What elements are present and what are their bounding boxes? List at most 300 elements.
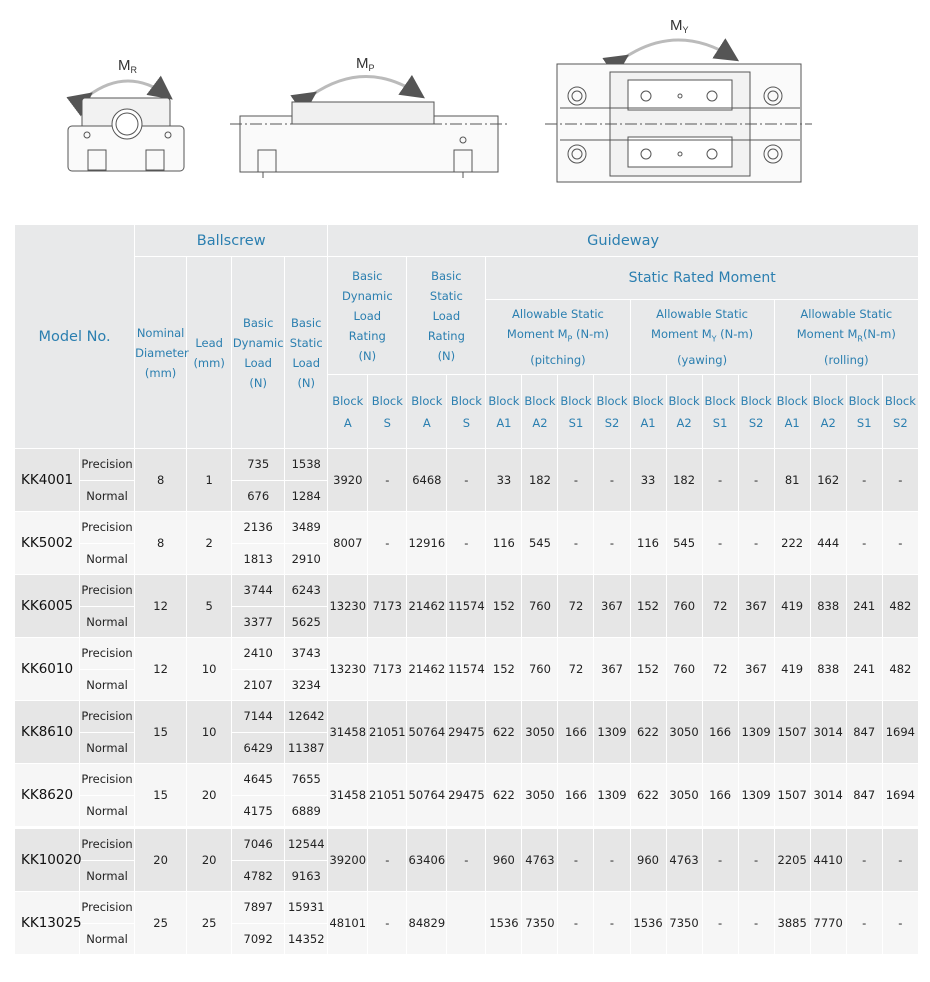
guideway-cell (447, 892, 486, 955)
header-block-col (702, 375, 738, 449)
mr-sub: R (857, 334, 863, 344)
guideway-cell: 1309 (594, 701, 630, 764)
guideway-cell: - (702, 512, 738, 575)
guideway-cell: - (882, 892, 918, 955)
guideway-cell: - (846, 829, 882, 892)
dynamic-load-cell: 7092 (232, 923, 285, 955)
header-line: (N) (249, 375, 267, 390)
guideway-cell: 622 (630, 764, 666, 827)
guideway-cell: - (594, 829, 630, 892)
guideway-cell: 3050 (666, 701, 702, 764)
header-block-col (882, 375, 918, 449)
diameter-cell: 20 (135, 829, 187, 892)
block-word: Block (632, 393, 664, 408)
guideway-cell: 7350 (666, 892, 702, 955)
table-row (15, 764, 919, 796)
moment-diagrams-svg (0, 0, 930, 215)
guideway-cell: 482 (882, 638, 918, 701)
block-word: Block (848, 393, 880, 408)
table-row (15, 892, 919, 924)
guideway-cell: - (846, 449, 882, 512)
guideway-cell: - (846, 892, 882, 955)
header-lead (187, 257, 232, 449)
guideway-cell: 419 (774, 638, 810, 701)
guideway-cell: - (846, 512, 882, 575)
guideway-cell: 3050 (666, 764, 702, 827)
guideway-cell: 81 (774, 449, 810, 512)
dynamic-load-cell: 6429 (232, 732, 285, 764)
header-line: (mm) (144, 365, 177, 380)
guideway-cell: - (447, 829, 486, 892)
grade-cell: Precision (80, 512, 135, 544)
block-word: Block (560, 393, 592, 408)
grade-cell: Precision (80, 449, 135, 481)
guideway-cell: 21462 (407, 638, 447, 701)
mr-line3: (rolling) (823, 352, 869, 367)
guideway-cell: 760 (522, 638, 558, 701)
header-line: Load (353, 308, 382, 323)
guideway-cell: 72 (558, 575, 594, 638)
guideway-cell: 63406 (407, 829, 447, 892)
rolling-moment-diagram (68, 81, 184, 171)
guideway-cell: 166 (702, 764, 738, 827)
guideway-cell: 838 (810, 638, 846, 701)
header-line: Basic (291, 315, 322, 330)
block-word: Block (524, 393, 556, 408)
block-word: Block (884, 393, 916, 408)
header-ballscrew: Ballscrew (135, 225, 328, 257)
header-block-col (558, 375, 594, 449)
dynamic-load-cell: 4175 (232, 795, 285, 827)
guideway-cell: 152 (630, 638, 666, 701)
block-code: S (462, 415, 471, 430)
guideway-cell: 72 (558, 638, 594, 701)
dynamic-load-cell: 1813 (232, 543, 285, 575)
guideway-cell: 1309 (738, 764, 774, 827)
guideway-cell: 367 (594, 575, 630, 638)
guideway-cell: 960 (630, 829, 666, 892)
block-code: A2 (532, 415, 548, 430)
header-line: Dynamic (341, 288, 393, 303)
header-line: Dynamic (232, 335, 284, 350)
model-cell: KK13025 (15, 892, 80, 955)
header-line: Basic (352, 268, 383, 283)
lead-cell: 20 (187, 764, 232, 827)
guideway-cell: 162 (810, 449, 846, 512)
yawing-moment-diagram (545, 40, 812, 182)
guideway-cell: 3050 (522, 701, 558, 764)
my-sub: Y (711, 334, 717, 344)
header-block-col (368, 375, 407, 449)
guideway-cell: 622 (630, 701, 666, 764)
guideway-cell: - (702, 892, 738, 955)
guideway-cell: 4410 (810, 829, 846, 892)
guideway-cell: 622 (486, 701, 522, 764)
lead-cell: 25 (187, 892, 232, 955)
guideway-cell: 29475 (447, 764, 486, 827)
dynamic-load-cell: 2410 (232, 638, 285, 670)
mr-label: $M_R$ (118, 57, 137, 75)
header-block-col (666, 375, 702, 449)
grade-cell: Normal (80, 732, 135, 764)
block-code: A2 (820, 415, 836, 430)
guideway-cell: 33 (486, 449, 522, 512)
static-load-cell: 12642 (285, 701, 328, 733)
guideway-cell: 72 (702, 638, 738, 701)
guideway-cell: 7350 (522, 892, 558, 955)
static-load-cell: 9163 (285, 860, 328, 892)
static-load-cell: 14352 (285, 923, 328, 955)
static-load-cell: 1284 (285, 480, 328, 512)
dynamic-load-cell: 4645 (232, 764, 285, 796)
block-code: S1 (712, 415, 728, 430)
guideway-cell: - (702, 829, 738, 892)
block-code: A (422, 415, 431, 430)
model-cell: KK8610 (15, 701, 80, 764)
guideway-cell: 7770 (810, 892, 846, 955)
diameter-cell: 15 (135, 701, 187, 764)
guideway-cell: 166 (558, 764, 594, 827)
guideway-cell: 152 (486, 575, 522, 638)
dynamic-load-cell: 3744 (232, 575, 285, 607)
block-code: S2 (748, 415, 764, 430)
dynamic-load-cell: 2136 (232, 512, 285, 544)
header-basic-dynamic-load-rating (328, 257, 407, 375)
guideway-cell: - (882, 512, 918, 575)
header-line: Load (432, 308, 461, 323)
guideway-cell: 182 (522, 449, 558, 512)
guideway-cell: 444 (810, 512, 846, 575)
grade-cell: Precision (80, 638, 135, 670)
guideway-cell: 3050 (522, 764, 558, 827)
grade-cell: Normal (80, 606, 135, 638)
guideway-cell: 4763 (666, 829, 702, 892)
grade-cell: Normal (80, 860, 135, 892)
guideway-cell: 116 (630, 512, 666, 575)
guideway-cell: 241 (846, 575, 882, 638)
static-load-cell: 3489 (285, 512, 328, 544)
header-block-col (594, 375, 630, 449)
guideway-cell: 50764 (407, 701, 447, 764)
guideway-cell: 3014 (810, 701, 846, 764)
guideway-cell: 222 (774, 512, 810, 575)
header-basic-static-load-rating (407, 257, 486, 375)
guideway-cell: 21462 (407, 575, 447, 638)
guideway-cell: - (738, 449, 774, 512)
block-code: S2 (893, 415, 908, 430)
dynamic-load-cell: 3377 (232, 606, 285, 638)
lead-cell: 5 (187, 575, 232, 638)
block-word: Block (812, 393, 844, 408)
specification-table (14, 224, 919, 955)
lead-cell: 1 (187, 449, 232, 512)
guideway-cell: - (447, 449, 486, 512)
guideway-cell: 847 (846, 764, 882, 827)
guideway-cell: - (558, 449, 594, 512)
header-moment-mp (486, 300, 630, 375)
header-block-col (846, 375, 882, 449)
guideway-cell: 152 (486, 638, 522, 701)
mp-label: $M_P$ (356, 55, 375, 73)
guideway-cell: 33 (630, 449, 666, 512)
my-label: $M_Y$ (670, 17, 689, 35)
table-row (15, 512, 919, 544)
guideway-cell: 545 (522, 512, 558, 575)
guideway-cell: 960 (486, 829, 522, 892)
guideway-cell: 13230 (328, 575, 368, 638)
table-row (15, 701, 919, 733)
static-load-cell: 6243 (285, 575, 328, 607)
guideway-cell: 1507 (774, 764, 810, 827)
static-load-cell: 11387 (285, 732, 328, 764)
table-row (15, 449, 919, 481)
guideway-cell: 1309 (594, 764, 630, 827)
header-line: Static (429, 288, 463, 303)
guideway-cell: - (558, 892, 594, 955)
block-code: A1 (784, 415, 800, 430)
block-word: Block (488, 393, 520, 408)
header-model-no: Model No. (15, 225, 135, 449)
guideway-cell: 1694 (882, 764, 918, 827)
model-cell: KK6005 (15, 575, 80, 638)
header-line: Load (244, 355, 272, 370)
static-load-cell: 1538 (285, 449, 328, 481)
header-line: Static (289, 335, 323, 350)
header-basic-dynamic-load (232, 257, 285, 449)
guideway-cell: 367 (738, 575, 774, 638)
block-code: A (343, 415, 352, 430)
guideway-cell: 13230 (328, 638, 368, 701)
mr-line1: Allowable Static (800, 307, 893, 322)
guideway-cell: 419 (774, 575, 810, 638)
header-line: (N) (297, 375, 316, 390)
my-line3: (yawing) (677, 352, 728, 367)
guideway-cell: 6468 (407, 449, 447, 512)
guideway-cell: - (368, 892, 407, 955)
block-word: Block (668, 393, 700, 408)
static-load-cell: 3743 (285, 638, 328, 670)
header-moment-my (630, 300, 774, 375)
my-line1: Allowable Static (656, 307, 748, 322)
guideway-cell: 21051 (368, 764, 407, 827)
mr-unit: (N-m) (862, 327, 896, 342)
guideway-cell: - (558, 512, 594, 575)
header-line: Diameter (135, 345, 189, 360)
mp-line2: Moment M (506, 327, 568, 342)
guideway-cell: - (368, 449, 407, 512)
header-line: Load (292, 355, 321, 370)
header-block-col (522, 375, 558, 449)
lead-cell: 10 (187, 638, 232, 701)
guideway-cell: 116 (486, 512, 522, 575)
guideway-cell: - (702, 449, 738, 512)
guideway-cell: 241 (846, 638, 882, 701)
mr-line2: Moment M (796, 327, 858, 342)
header-line: (N) (358, 348, 377, 363)
header-block-col (738, 375, 774, 449)
block-word: Block (411, 393, 443, 408)
my-unit: (N-m) (716, 327, 754, 342)
grade-cell: Precision (80, 892, 135, 924)
block-code: S2 (604, 415, 620, 430)
static-load-cell: 12544 (285, 829, 328, 861)
header-line: Basic (431, 268, 462, 283)
lead-cell: 10 (187, 701, 232, 764)
guideway-cell: 847 (846, 701, 882, 764)
guideway-cell: - (882, 449, 918, 512)
static-load-cell: 5625 (285, 606, 328, 638)
guideway-cell: 7173 (368, 575, 407, 638)
guideway-cell: - (882, 829, 918, 892)
guideway-cell: 11574 (447, 638, 486, 701)
header-block-col (328, 375, 368, 449)
table-row (15, 829, 919, 861)
dynamic-load-cell: 4782 (232, 860, 285, 892)
my-line2: Moment M (651, 327, 712, 342)
guideway-cell: 39200 (328, 829, 368, 892)
guideway-cell: 11574 (447, 575, 486, 638)
diameter-cell: 8 (135, 512, 187, 575)
header-basic-static-load (285, 257, 328, 449)
block-code: S1 (856, 415, 872, 430)
header-block-col (447, 375, 486, 449)
mp-line3: (pitching) (530, 352, 586, 367)
model-cell: KK5002 (15, 512, 80, 575)
table-row (15, 575, 919, 607)
header-line: (N) (437, 348, 456, 363)
guideway-cell: - (738, 829, 774, 892)
guideway-cell: 760 (522, 575, 558, 638)
header-static-rated-moment: Static Rated Moment (486, 257, 919, 300)
guideway-cell: - (594, 892, 630, 955)
dynamic-load-cell: 676 (232, 480, 285, 512)
guideway-cell: 182 (666, 449, 702, 512)
header-guideway: Guideway (328, 225, 919, 257)
dynamic-load-cell: 2107 (232, 669, 285, 701)
dynamic-load-cell: 7144 (232, 701, 285, 733)
guideway-cell: 12916 (407, 512, 447, 575)
header-moment-mr (774, 300, 918, 375)
static-load-cell: 15931 (285, 892, 328, 924)
guideway-cell: - (368, 829, 407, 892)
static-load-cell: 2910 (285, 543, 328, 575)
header-nominal-diameter (135, 257, 187, 449)
guideway-cell: 1536 (486, 892, 522, 955)
block-code: S1 (568, 415, 584, 430)
block-word: Block (450, 393, 482, 408)
static-load-cell: 7655 (285, 764, 328, 796)
block-word: Block (371, 393, 403, 408)
block-code: S (383, 415, 391, 430)
guideway-cell: 3920 (328, 449, 368, 512)
guideway-cell: - (447, 512, 486, 575)
guideway-cell: 4763 (522, 829, 558, 892)
header-block-col (810, 375, 846, 449)
dynamic-load-cell: 7046 (232, 829, 285, 861)
guideway-cell: 50764 (407, 764, 447, 827)
grade-cell: Normal (80, 669, 135, 701)
guideway-cell: 84829 (407, 892, 447, 955)
block-word: Block (776, 393, 808, 408)
guideway-cell: 1536 (630, 892, 666, 955)
guideway-cell: 367 (738, 638, 774, 701)
header-block-col (774, 375, 810, 449)
guideway-cell: 8007 (328, 512, 368, 575)
grade-cell: Precision (80, 575, 135, 607)
header-block-col (630, 375, 666, 449)
guideway-cell: 152 (630, 575, 666, 638)
diameter-cell: 12 (135, 575, 187, 638)
guideway-cell: - (594, 449, 630, 512)
guideway-cell: - (594, 512, 630, 575)
diameter-cell: 15 (135, 764, 187, 827)
pitching-moment-diagram (230, 77, 508, 179)
header-line: Nominal (136, 325, 185, 340)
guideway-cell: - (738, 512, 774, 575)
block-word: Block (740, 393, 772, 408)
block-word: Block (596, 393, 628, 408)
guideway-cell: 760 (666, 638, 702, 701)
guideway-cell: - (558, 829, 594, 892)
model-cell: KK4001 (15, 449, 80, 512)
model-cell: KK6010 (15, 638, 80, 701)
guideway-cell: 367 (594, 638, 630, 701)
header-block-col (486, 375, 522, 449)
grade-cell: Precision (80, 764, 135, 796)
guideway-cell: 1507 (774, 701, 810, 764)
mp-sub: P (567, 334, 573, 344)
guideway-cell: 31458 (328, 764, 368, 827)
guideway-cell: 166 (702, 701, 738, 764)
guideway-cell: - (738, 892, 774, 955)
diameter-cell: 25 (135, 892, 187, 955)
header-line: Rating (427, 328, 465, 343)
guideway-cell: 760 (666, 575, 702, 638)
model-cell: KK8620 (15, 764, 80, 827)
guideway-cell: 3885 (774, 892, 810, 955)
block-word: Block (704, 393, 736, 408)
guideway-cell: 7173 (368, 638, 407, 701)
guideway-cell: - (368, 512, 407, 575)
guideway-cell: 31458 (328, 701, 368, 764)
guideway-cell: 2205 (774, 829, 810, 892)
dynamic-load-cell: 735 (232, 449, 285, 481)
lead-cell: 20 (187, 829, 232, 892)
block-word: Block (332, 393, 364, 408)
diameter-cell: 12 (135, 638, 187, 701)
guideway-cell: 72 (702, 575, 738, 638)
lead-cell: 2 (187, 512, 232, 575)
block-code: A1 (640, 415, 656, 430)
guideway-cell: 545 (666, 512, 702, 575)
header-line: Basic (242, 315, 274, 330)
diameter-cell: 8 (135, 449, 187, 512)
moment-diagrams (0, 0, 930, 215)
guideway-cell: 48101 (328, 892, 368, 955)
guideway-cell: 29475 (447, 701, 486, 764)
guideway-cell: 21051 (368, 701, 407, 764)
grade-cell: Normal (80, 923, 135, 955)
block-code: A2 (676, 415, 692, 430)
guideway-cell: 482 (882, 575, 918, 638)
mp-unit: (N-m) (572, 327, 609, 342)
grade-cell: Precision (80, 701, 135, 733)
header-line: Rating (348, 328, 386, 343)
header-block-col (407, 375, 447, 449)
grade-cell: Normal (80, 795, 135, 827)
mp-line1: Allowable Static (512, 307, 604, 322)
guideway-cell: 166 (558, 701, 594, 764)
